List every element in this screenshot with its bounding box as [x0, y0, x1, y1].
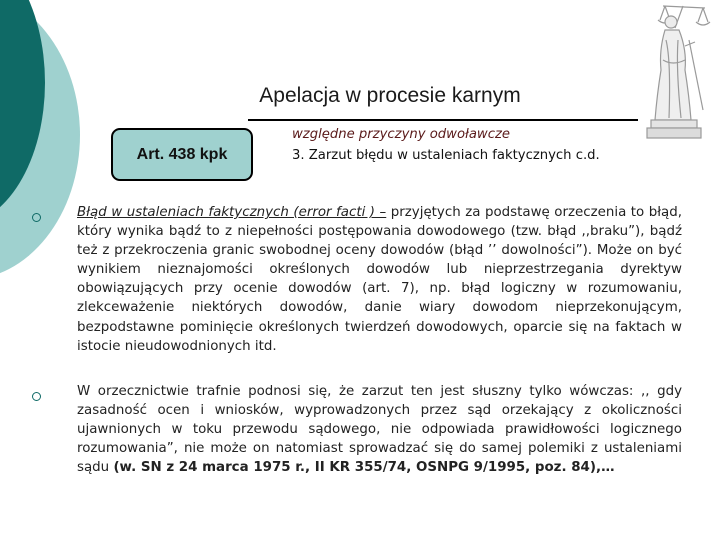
subtitle-line-1: względne przyczyny odwoławcze — [292, 127, 510, 142]
paragraph-body: przyjętych za podstawę orzeczenia to błąd, który wynika bądź to z niepełności postępowania dowodowego (tzw. błąd ,,braku”), bądź też z przekroczenia granic swobodnej oceny dowodów (błąd ’’ dowolności”). Może on być wynikiem nieznajomości określonych dowodów lub nieprzestrzegania dyrektyw obowiązujących przy ocenie dowodów (art. 7), np. błąd logiczny w rozumowaniu, zlekceważenie niektórych dowodów, danie wiary dowodom nieprzekonującym, bezpodstawne pominięcie określonych twierdzeń dowodowych, oparcie się na faktach w istocie nieudowodnionych itd. — [77, 205, 683, 354]
article-box: Art. 438 kpk — [111, 128, 253, 181]
page-title: Apelacja w procesie karnym — [259, 84, 521, 107]
paragraph-lead: Błąd w ustaleniach faktycznych (error facti ) – — [77, 205, 387, 220]
justitia-statue-icon — [633, 0, 713, 142]
paragraph-body: W orzecznictwie trafnie podnosi się, że zarzut ten jest słuszny tylko wówczas: ,, gdy zasadność ocen i wniosków, wyprowadzonych przez sąd orzekający z okoliczności ujawnionych w toku przewodu sądowego, nie odpowiada prawidłowości logicznego rozumowania”, nie może on natomiast sprowadzać się do samej polemiki z ustaleniami sądu — [77, 384, 682, 476]
subtitle-line-2: 3. Zarzut błędu w ustaleniach faktycznych c.d. — [292, 148, 600, 163]
paragraph-case-law — [77, 382, 682, 477]
bullet-circle-icon — [32, 213, 41, 222]
bullet-circle-icon — [32, 392, 41, 401]
title-divider — [248, 119, 638, 121]
paragraph-citation: (w. SN z 24 marca 1975 r., II KR 355/74, OSNPG 9/1995, poz. 84),… — [113, 460, 615, 476]
paragraph-error-facti — [77, 203, 682, 356]
